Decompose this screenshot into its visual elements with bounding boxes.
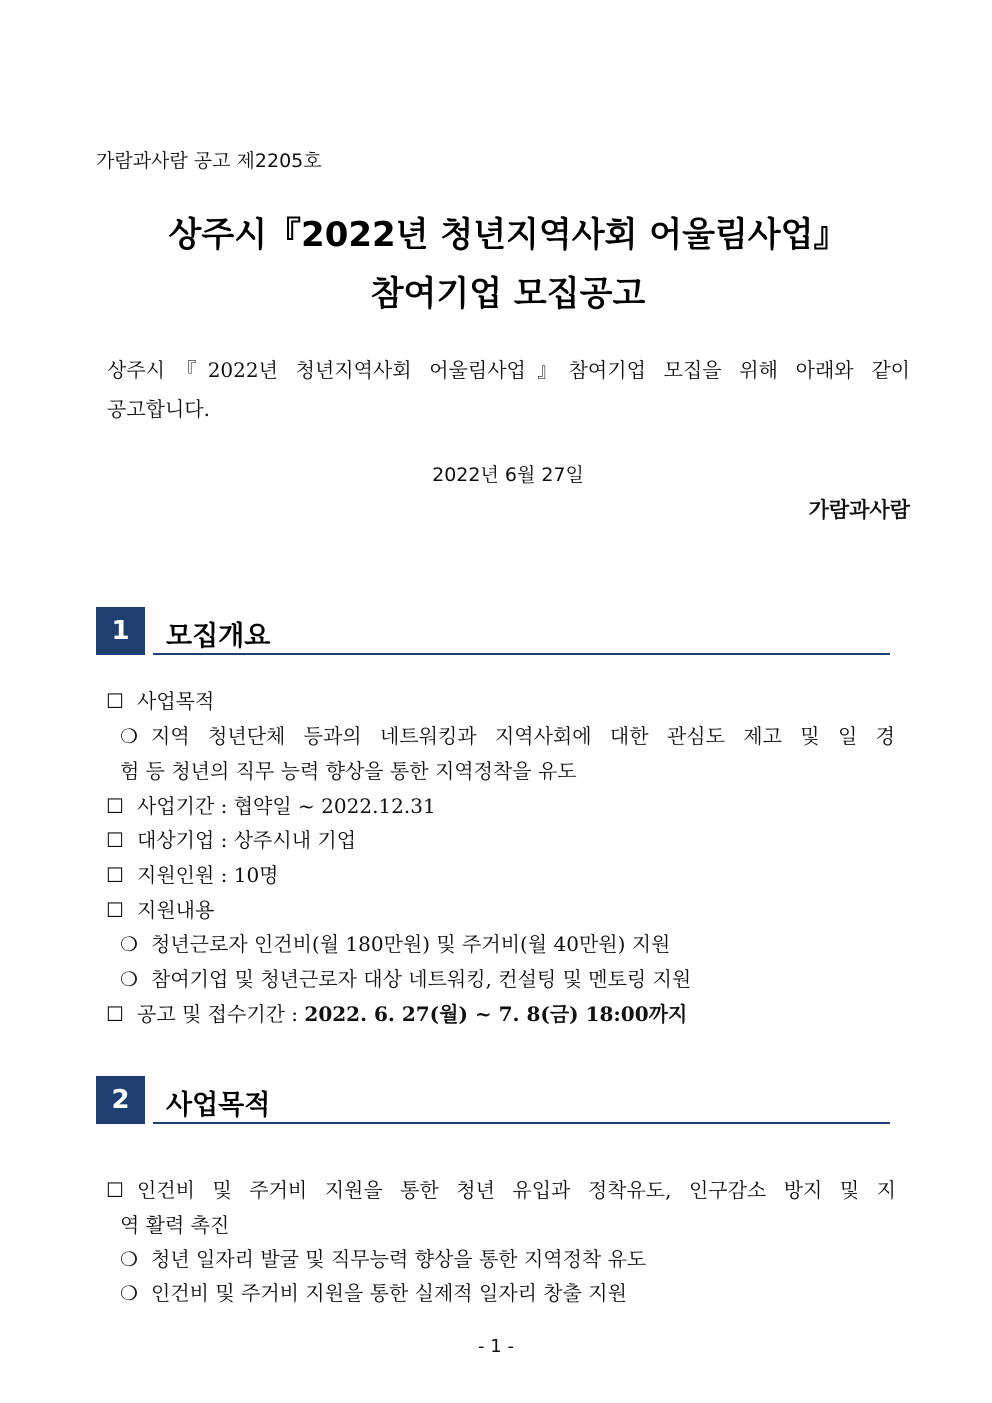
purpose-item-1-text: 인건비 및 주거비 지원을 통한 청년 유입과 정착유도, 인구감소 방지 및 지 [137, 1178, 896, 1202]
circle-bullet-icon: ❍ [120, 1247, 138, 1271]
circle-bullet-icon: ❍ [120, 967, 138, 991]
checkbox-square-icon: ☐ [106, 689, 124, 713]
checkbox-square-icon: ☐ [106, 1178, 124, 1202]
section-1-divider [153, 653, 890, 655]
checkbox-square-icon: ☐ [106, 794, 124, 818]
page-title-line1: 상주시『2022년 청년지역사회 어울림사업』 [168, 215, 848, 255]
support-text-1: 청년근로자 인건비(월 180만원) 및 주거비(월 40만원) 지원 [151, 932, 671, 956]
application-period-value: 2022. 6. 27(월) ~ 7. 8(금) 18:00까지 [304, 1002, 688, 1026]
support-item-1 [120, 928, 670, 957]
target-text: 대상기업 : 상주시내 기업 [137, 828, 357, 852]
checkbox-square-icon: ☐ [106, 863, 124, 887]
headcount-text: 지원인원 : 10명 [137, 863, 279, 887]
intro-text-line1: 상주시『2022년 청년지역사회 어울림사업』참여기업 모집을 위해 아래와 같이 [107, 358, 910, 382]
purpose-heading [106, 685, 214, 714]
support-heading [106, 894, 214, 923]
purpose-item-1-line2: 역 활력 촉진 [120, 1213, 230, 1237]
checkbox-square-icon: ☐ [106, 1002, 124, 1026]
purpose-detail-line1 [120, 720, 895, 749]
section-1-title: 모집개요 [166, 621, 271, 652]
notice-date: 2022년 6월 27일 [432, 464, 584, 486]
period-item [106, 790, 436, 819]
section-2-title: 사업목적 [166, 1090, 271, 1121]
purpose-sub-1 [120, 1243, 646, 1272]
checkbox-square-icon: ☐ [106, 828, 124, 852]
section-1-number-badge: 1 [96, 607, 145, 655]
purpose-item-1-line1 [106, 1174, 896, 1203]
support-item-2 [120, 963, 691, 992]
application-period-item [106, 998, 687, 1027]
section-2-divider [153, 1122, 890, 1124]
page-number: - 1 - [478, 1336, 514, 1357]
target-item [106, 824, 356, 853]
purpose-detail-text-1: 지역 청년단체 등과의 네트워킹과 지역사회에 대한 관심도 제고 및 일 경 [151, 724, 895, 748]
issuer-name: 가람과사람 [808, 497, 910, 522]
purpose-sub-text-1: 청년 일자리 발굴 및 직무능력 향상을 통한 지역정착 유도 [151, 1247, 647, 1271]
checkbox-square-icon: ☐ [106, 898, 124, 922]
support-label: 지원내용 [137, 898, 215, 922]
application-label: 공고 및 접수기간 : [137, 1002, 305, 1026]
circle-bullet-icon: ❍ [120, 724, 138, 748]
circle-bullet-icon: ❍ [120, 932, 138, 956]
purpose-detail-line2: 험 등 청년의 직무 능력 향상을 통한 지역정착을 유도 [120, 759, 577, 783]
purpose-sub-text-2: 인건비 및 주거비 지원을 통한 실제적 일자리 창출 지원 [151, 1281, 627, 1305]
intro-text-line2: 공고합니다. [107, 397, 210, 421]
headcount-item [106, 859, 279, 888]
page-title-line2: 참여기업 모집공고 [370, 274, 646, 314]
purpose-label: 사업목적 [137, 689, 215, 713]
period-text: 사업기간 : 협약일 ~ 2022.12.31 [137, 794, 436, 818]
purpose-sub-2 [120, 1277, 627, 1306]
support-text-2: 참여기업 및 청년근로자 대상 네트워킹, 컨설팅 및 멘토링 지원 [151, 967, 692, 991]
section-2-number-badge: 2 [96, 1076, 145, 1124]
notice-number: 가람과사람 공고 제2205호 [96, 150, 322, 172]
circle-bullet-icon: ❍ [120, 1281, 138, 1305]
